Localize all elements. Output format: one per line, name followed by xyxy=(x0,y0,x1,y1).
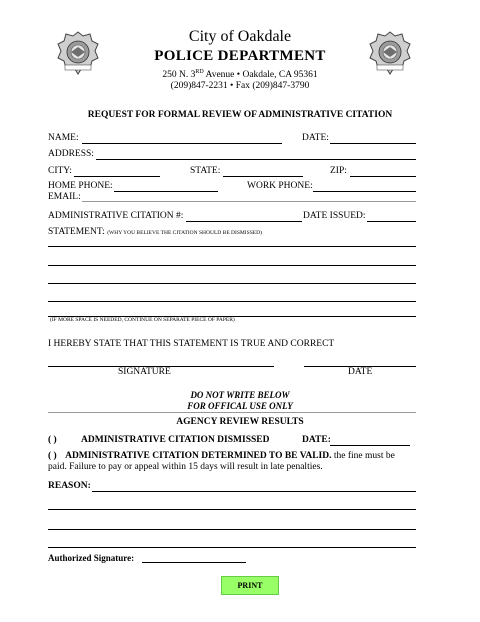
address-label: ADDRESS: xyxy=(48,149,94,159)
agency-review-title: AGENCY REVIEW RESULTS xyxy=(176,417,304,427)
official-notice-line-1: DO NOT WRITE BELOW xyxy=(190,390,290,400)
authorized-signature-field[interactable] xyxy=(142,562,246,563)
date-issued-field[interactable] xyxy=(367,221,416,222)
date-issued-label: DATE ISSUED: xyxy=(303,211,366,221)
address-field[interactable] xyxy=(96,159,416,160)
statement-hint: (WHY YOU BELIEVE THE CITATION SHOULD BE DISMISSED) xyxy=(107,230,262,236)
state-label: STATE: xyxy=(190,166,221,176)
signature-date-label: DATE xyxy=(348,367,373,377)
valid-label: ADMINISTRATIVE CITATION DETERMINED TO BE VALID. xyxy=(65,451,332,461)
reason-line-3[interactable] xyxy=(48,529,416,530)
department-phones: (209)847-2231 • Fax (209)847-3790 xyxy=(170,81,310,91)
authorized-signature-label: Authorized Signature: xyxy=(48,553,135,563)
dismissed-checkbox[interactable]: ( ) xyxy=(48,435,57,445)
state-field[interactable] xyxy=(223,176,303,177)
home-phone-label: HOME PHONE: xyxy=(48,181,113,191)
dismissed-date-field[interactable] xyxy=(330,445,410,446)
statement-line-4[interactable] xyxy=(48,301,416,302)
official-divider xyxy=(48,412,416,413)
certification-text: I HEREBY STATE THAT THIS STATEMENT IS TRUE AND CORRECT xyxy=(48,339,335,349)
statement-label-text: STATEMENT: xyxy=(48,227,105,237)
city-label: CITY: xyxy=(48,166,72,176)
official-notice-line-2: FOR OFFICAL USE ONLY xyxy=(187,401,293,411)
citation-number-field[interactable] xyxy=(186,221,302,222)
work-phone-label: WORK PHONE: xyxy=(247,181,313,191)
work-phone-field[interactable] xyxy=(313,191,416,192)
reason-line-4[interactable] xyxy=(48,547,416,548)
department-title: POLICE DEPARTMENT xyxy=(154,48,326,64)
valid-checkbox[interactable]: ( ) xyxy=(48,451,57,461)
date-field[interactable] xyxy=(330,143,416,144)
zip-label: ZIP: xyxy=(330,166,347,176)
city-title: City of Oakdale xyxy=(188,28,292,45)
date-label: DATE: xyxy=(302,133,329,143)
print-button[interactable]: PRINT xyxy=(221,576,279,595)
email-label: EMAIL: xyxy=(48,192,81,202)
statement-line-1[interactable] xyxy=(48,246,416,247)
home-phone-field[interactable] xyxy=(114,191,218,192)
dismissed-label: ADMINISTRATIVE CITATION DISMISSED xyxy=(81,435,270,445)
statement-line-2[interactable] xyxy=(48,265,416,266)
address-ordinal: RD xyxy=(195,69,204,75)
valid-text-1: the fine must be xyxy=(331,451,395,461)
more-space-note: (IF MORE SPACE IS NEEDED, CONTINUE ON SEPARATE PIECE OF PAPER) xyxy=(50,317,235,323)
valid-row xyxy=(48,451,395,461)
department-address xyxy=(0,69,480,80)
name-label: NAME: xyxy=(48,133,79,143)
statement-label xyxy=(48,227,262,237)
form-title: REQUEST FOR FORMAL REVIEW OF ADMINISTRATIVE CITATION xyxy=(87,110,393,120)
email-field[interactable] xyxy=(82,201,416,202)
city-field[interactable] xyxy=(74,176,160,177)
reason-line-1[interactable] xyxy=(92,491,416,492)
signature-label: SIGNATURE xyxy=(118,367,171,377)
valid-text-2: paid. Failure to pay or appeal within 15 days will result in late penalties. xyxy=(48,462,323,472)
address-prefix: 250 N. 3 xyxy=(162,70,196,81)
citation-number-label: ADMINISTRATIVE CITATION #: xyxy=(48,211,184,221)
name-field[interactable] xyxy=(82,143,282,144)
dismissed-date-label: DATE: xyxy=(302,435,331,445)
zip-field[interactable] xyxy=(350,176,416,177)
statement-line-3[interactable] xyxy=(48,283,416,284)
reason-label: REASON: xyxy=(48,481,91,491)
address-suffix: Avenue • Oakdale, CA 95361 xyxy=(203,70,318,81)
reason-line-2[interactable] xyxy=(48,509,416,510)
